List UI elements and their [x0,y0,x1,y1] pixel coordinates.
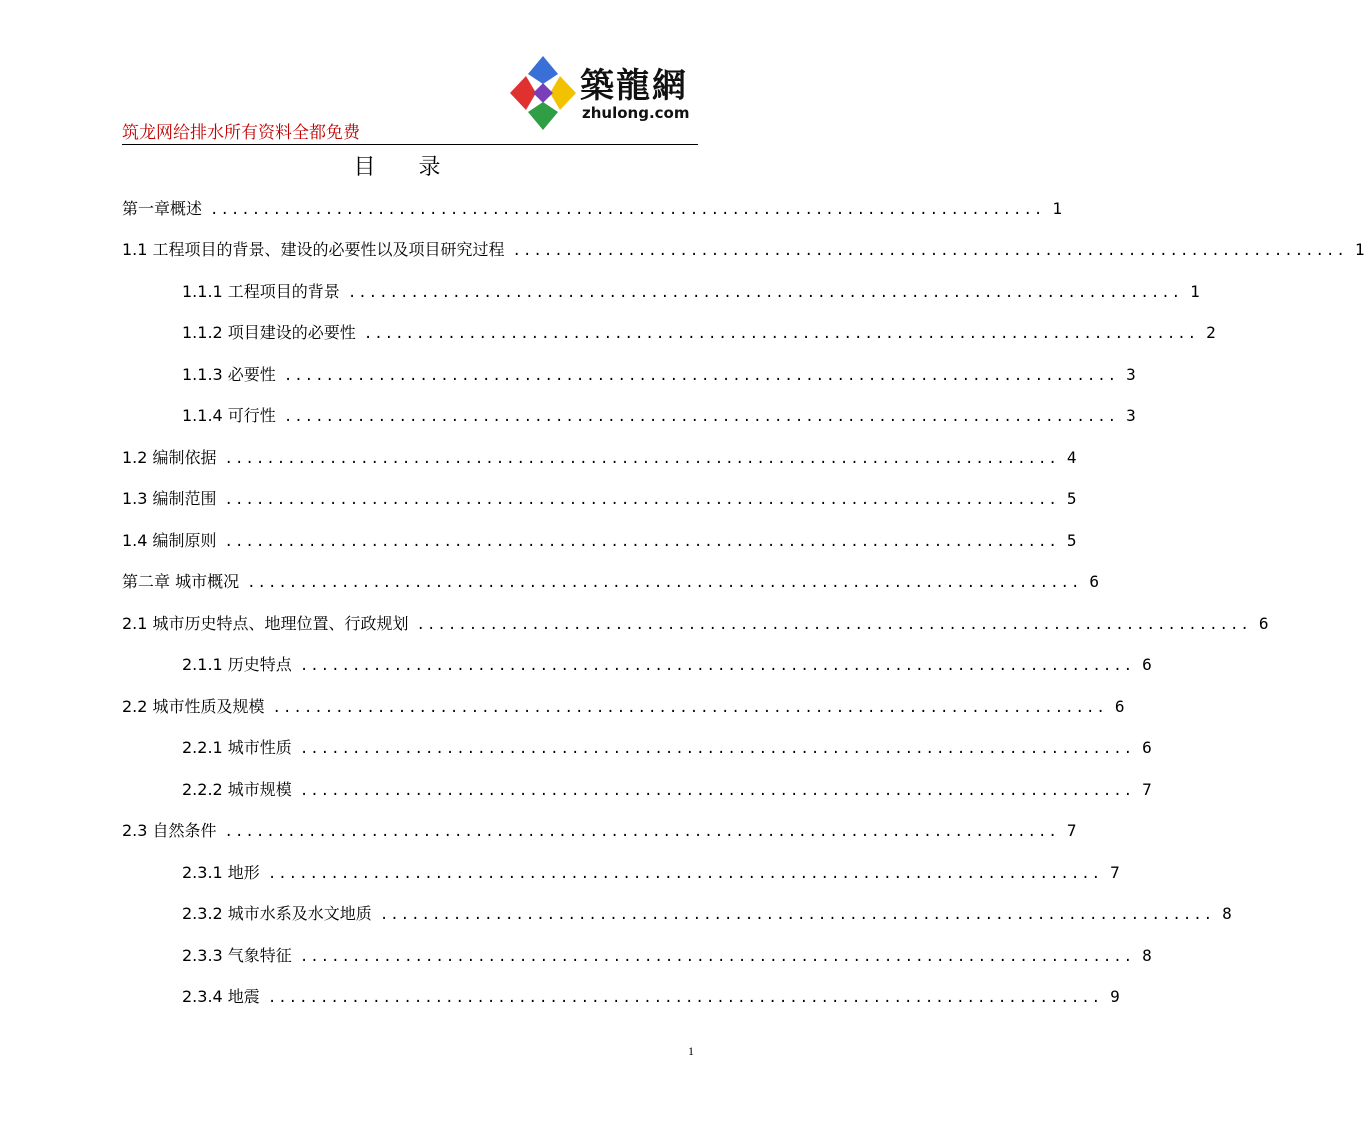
toc-leader-dots: ................................................................................ [283,409,1119,425]
toc-leader-dots: ................................................................................ [299,783,1135,799]
toc-leader-dots: ................................................................................ [299,741,1135,757]
toc-leader-dots: ................................................................................ [347,285,1183,301]
toc-entry-text: 1.4 编制原则 [122,531,217,550]
toc-entry[interactable] [122,197,1062,221]
toc-entry-text: 2.3.2 城市水系及水文地质 [182,904,372,923]
toc-leader-dots: ................................................................................ [283,368,1119,384]
toc-entry-text: 1.1.4 可行性 [182,406,276,425]
toc-entry-text: 2.2.2 城市规模 [182,780,292,799]
header-banner-text: 筑龙网给排水所有资料全都免费 [122,123,360,143]
logo-chinese-name: 築龍網 [580,66,688,106]
toc-entry[interactable] [182,902,1232,926]
zhulong-logo-icon [508,54,578,132]
toc-entry-text: 2.3 自然条件 [122,821,217,840]
toc-entry-page: 7 [1142,780,1152,799]
toc-leader-dots: ................................................................................ [363,326,1199,342]
toc-entry-text: 第一章概述 [122,199,203,218]
toc-entry-page: 6 [1114,697,1125,716]
toc-leader-dots: ................................................................................ [299,658,1135,674]
toc-entry[interactable] [182,736,1152,760]
toc-entry-page: 1 [1354,240,1364,259]
toc-leader-dots: ................................................................................ [224,492,1059,508]
toc-entry[interactable] [182,944,1152,968]
toc-entry-page: 6 [1142,738,1152,757]
toc-leader-dots: ................................................................................ [267,990,1103,1006]
toc-entry-page: 7 [1066,821,1077,840]
toc-entry-page: 1 [1190,282,1200,301]
toc-entry-page: 4 [1066,448,1077,467]
toc-leader-dots: ................................................................................ [379,907,1215,923]
toc-entry-text: 2.1 城市历史特点、地理位置、行政规划 [122,614,409,633]
toc-title-part1: 目 [353,155,376,180]
toc-leader-dots: ................................................................................ [224,451,1059,467]
toc-leader-dots: ................................................................................ [512,243,1347,259]
toc-entry-text: 2.3.1 地形 [182,863,260,882]
toc-entry-page: 9 [1110,987,1120,1006]
toc-entry-text: 2.1.1 历史特点 [182,655,292,674]
toc-entry-text: 1.3 编制范围 [122,489,217,508]
toc-entry-text: 第二章 城市概况 [122,572,240,591]
toc-entry[interactable] [182,653,1152,677]
toc-entry-text: 2.2.1 城市性质 [182,738,292,757]
toc-entry[interactable] [122,487,1077,511]
toc-entry-text: 2.3.4 地震 [182,987,260,1006]
toc-leader-dots: ................................................................................ [299,949,1135,965]
page-number: 1 [688,1044,694,1058]
toc-entry[interactable] [122,819,1077,843]
toc-entry-text: 1.1.1 工程项目的背景 [182,282,340,301]
toc-entry-page: 1 [1052,199,1062,218]
toc-entry[interactable] [122,570,1100,594]
toc-entry-page: 6 [1258,614,1269,633]
toc-entry-page: 3 [1126,365,1136,384]
toc-leader-dots: ................................................................................ [247,575,1082,591]
toc-leader-dots: ................................................................................ [267,866,1103,882]
toc-title [0,150,794,181]
toc-entry-page: 6 [1089,572,1100,591]
toc-entry-page: 3 [1126,406,1136,425]
toc-title-part2: 录 [418,155,441,180]
toc-leader-dots: ................................................................................ [272,700,1107,716]
toc-leader-dots: ................................................................................ [210,202,1045,218]
toc-entry-text: 1.1.3 必要性 [182,365,276,384]
logo-english-name: zhulong.com [582,104,690,122]
toc-entry[interactable] [182,861,1120,885]
toc-entry-page: 5 [1066,531,1077,550]
toc-entry-page: 6 [1142,655,1152,674]
toc-entry[interactable] [122,446,1077,470]
toc-entry-text: 2.2 城市性质及规模 [122,697,265,716]
toc-entry-page: 2 [1206,323,1216,342]
toc-entry[interactable] [122,612,1269,636]
toc-entry[interactable] [122,238,1364,262]
toc-entry-text: 1.1 工程项目的背景、建设的必要性以及项目研究过程 [122,240,505,259]
toc-leader-dots: ................................................................................ [416,617,1251,633]
toc-entry[interactable] [182,778,1152,802]
header-divider [122,144,698,145]
toc-entry[interactable] [182,985,1120,1009]
toc-entry[interactable] [182,404,1136,428]
toc-entry-page: 8 [1142,946,1152,965]
toc-entry[interactable] [182,280,1200,304]
toc-entry-page: 7 [1110,863,1120,882]
toc-entry-text: 2.3.3 气象特征 [182,946,292,965]
toc-entry-text: 1.1.2 项目建设的必要性 [182,323,356,342]
toc-leader-dots: ................................................................................ [224,534,1059,550]
toc-entry-page: 5 [1066,489,1077,508]
toc-entry[interactable] [122,529,1077,553]
zhulong-logo [508,54,698,138]
toc-leader-dots: ................................................................................ [224,824,1059,840]
toc-entry[interactable] [122,695,1125,719]
toc-entry-page: 8 [1222,904,1232,923]
toc-entry[interactable] [182,363,1136,387]
toc-entry[interactable] [182,321,1216,345]
toc-entry-text: 1.2 编制依据 [122,448,217,467]
